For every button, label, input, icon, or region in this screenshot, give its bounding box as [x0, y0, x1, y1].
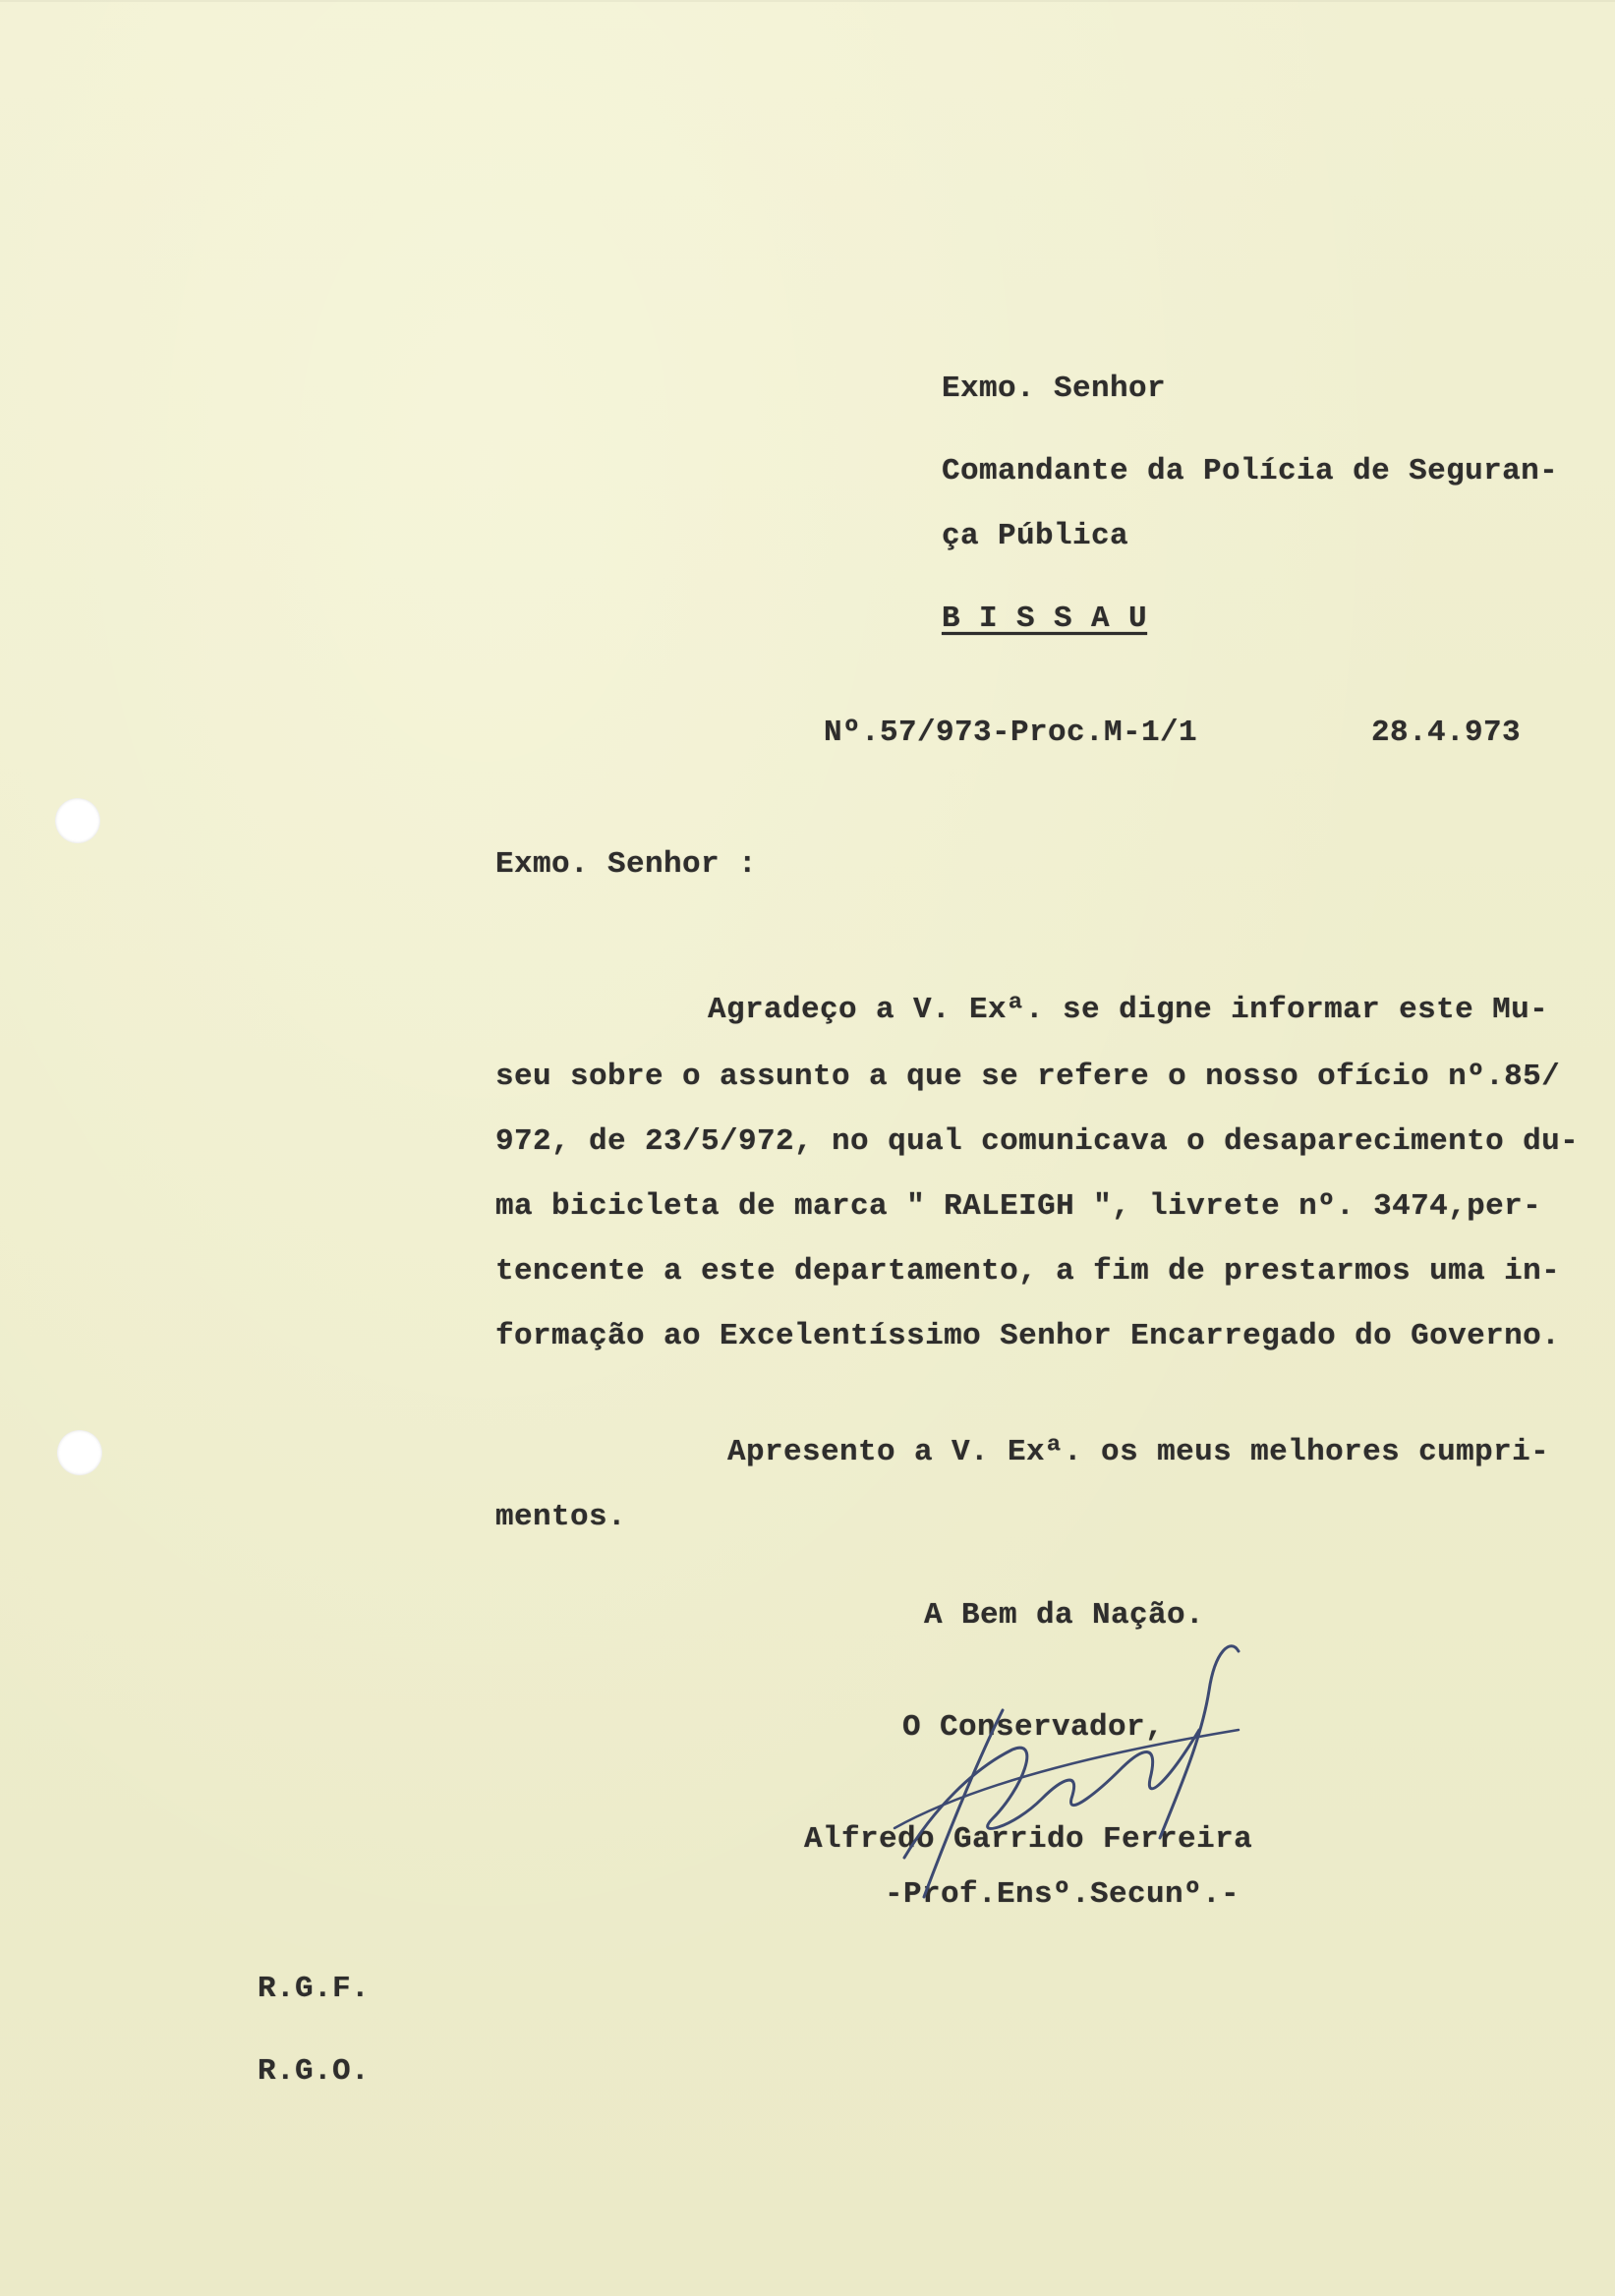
reference-date: 28.4.973: [1371, 716, 1522, 750]
closing-title: O Conservador,: [902, 1710, 1165, 1745]
body-line: Apresento a V. Exª. os meus melhores cumpri-: [727, 1435, 1550, 1469]
body-line: 972, de 23/5/972, no qual comunicava o desaparecimento du-: [495, 1124, 1580, 1159]
closing-motto: A Bem da Nação.: [924, 1598, 1205, 1633]
body-line: Agradeço a V. Exª. se digne informar este Mu-: [708, 993, 1549, 1027]
signatory-credentials: -Prof.Ensº.Secunº.-: [885, 1877, 1240, 1912]
body-line: tencente a este departamento, a fim de prestarmos uma in-: [495, 1254, 1561, 1289]
signatory-name: Alfredo Garrido Ferreira: [804, 1822, 1253, 1857]
letter-salutation: Exmo. Senhor :: [495, 847, 758, 882]
handwritten-signature: [865, 1632, 1298, 1917]
addressee-salutation: Exmo. Senhor: [942, 372, 1167, 406]
copy-recipient-1: R.G.F.: [258, 1972, 371, 2006]
body-line: seu sobre o assunto a que se refere o nosso ofício nº.85/: [495, 1060, 1561, 1094]
body-line: mentos.: [495, 1500, 627, 1534]
body-line: formação ao Excelentíssimo Senhor Encarregado do Governo.: [495, 1319, 1561, 1353]
punch-hole-top: [55, 798, 100, 843]
copy-recipient-2: R.G.O.: [258, 2054, 371, 2089]
body-line: ma bicicleta de marca " RALEIGH ", livrete nº. 3474,per-: [495, 1189, 1542, 1224]
punch-hole-bottom: [57, 1430, 102, 1475]
page-edge: [0, 0, 1615, 2]
reference-number: Nº.57/973-Proc.M-1/1: [824, 716, 1198, 750]
addressee-city: B I S S A U: [942, 602, 1148, 636]
addressee-line-1: Comandante da Polícia de Seguran-: [942, 454, 1559, 488]
addressee-line-2: ça Pública: [942, 519, 1129, 553]
